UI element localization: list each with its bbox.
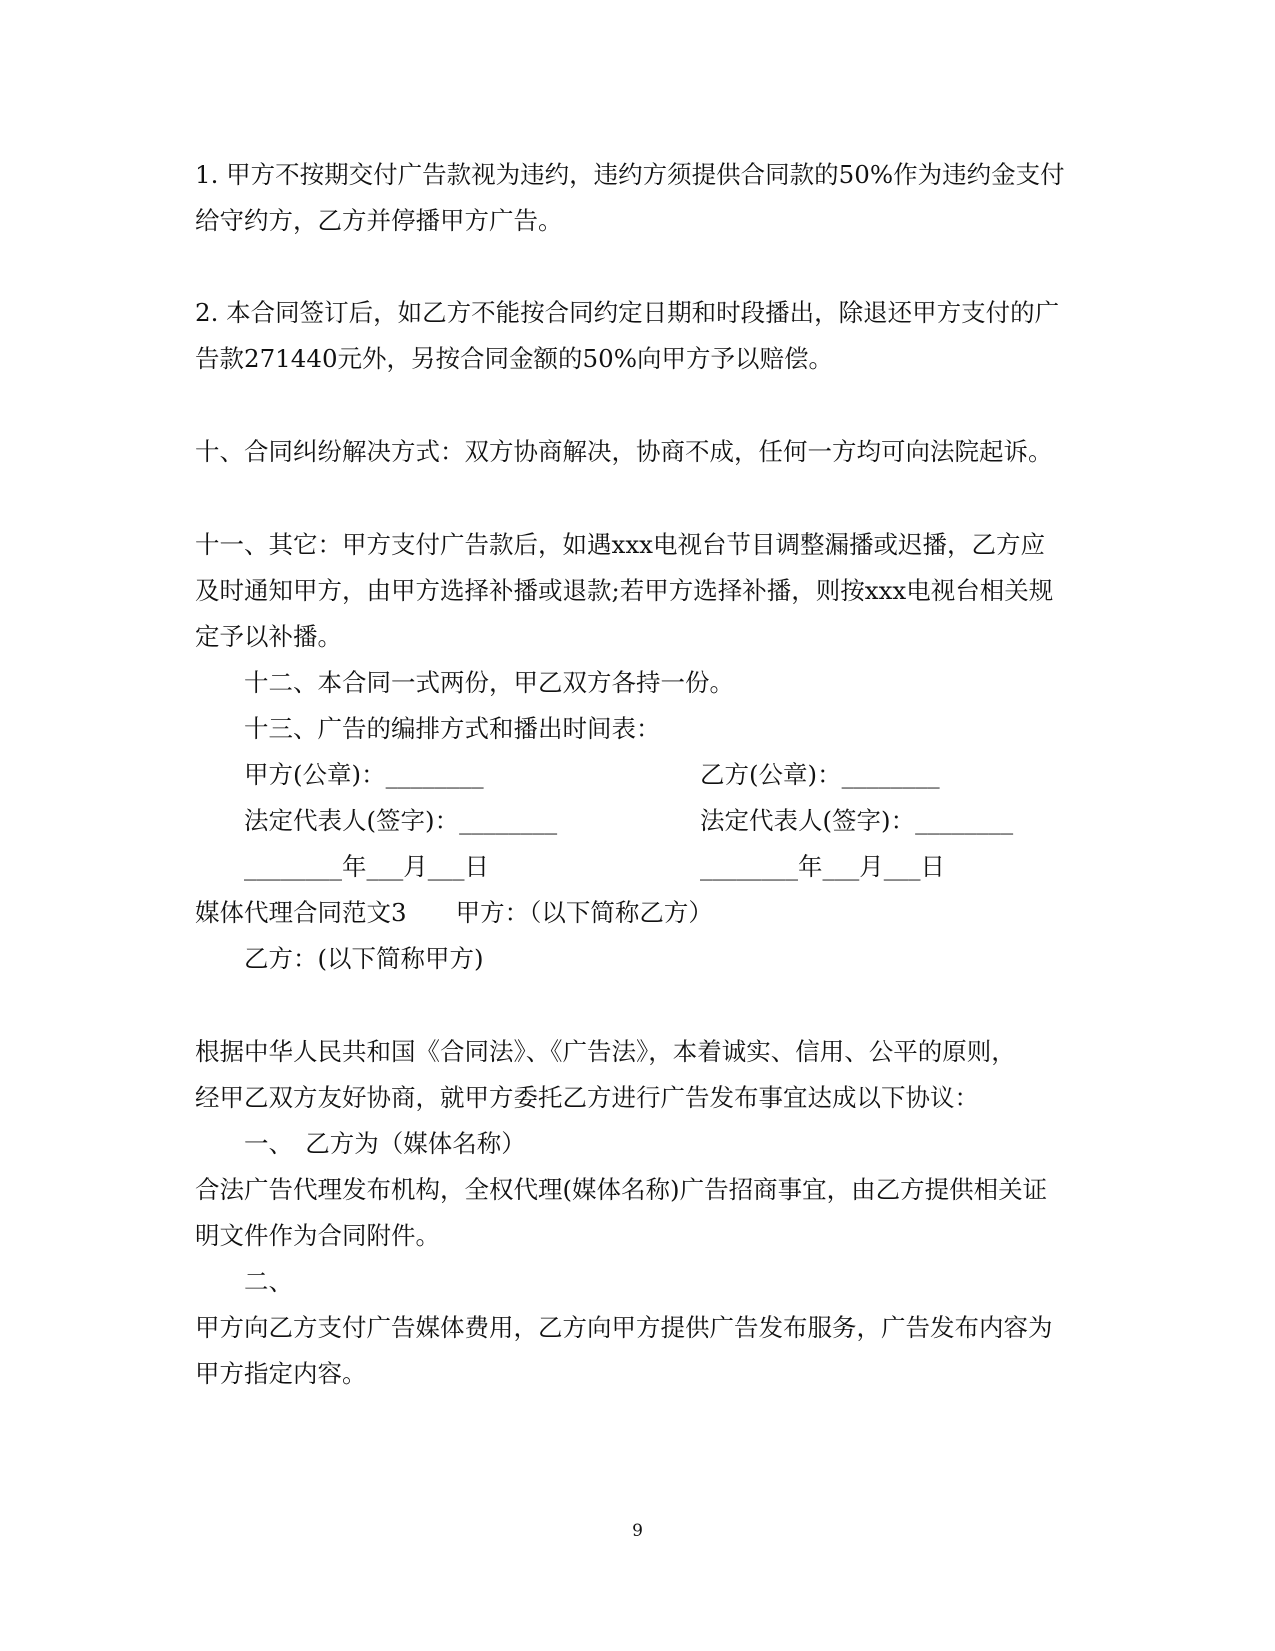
section-11-line-3: 定予以补播。 <box>195 622 342 651</box>
section-10: 十、合同纠纷解决方式：双方协商解决，协商不成，任何一方均可向法院起诉。 <box>195 437 1053 466</box>
party-a-seal: 甲方(公章)：________ <box>244 760 484 789</box>
section-12: 十二、本合同一式两份，甲乙双方各持一份。 <box>244 668 734 697</box>
preamble-line-2: 经甲乙双方友好协商，就甲方委托乙方进行广告发布事宜达成以下协议： <box>195 1083 979 1112</box>
section-11-line-2: 及时通知甲方，由甲方选择补播或退款;若甲方选择补播，则按xxx电视台相关规 <box>195 576 1054 605</box>
article-2-line-1: 甲方向乙方支付广告媒体费用，乙方向甲方提供广告发布服务，广告发布内容为 <box>195 1313 1053 1342</box>
clause-1-line-1: 1. 甲方不按期交付广告款视为违约，违约方须提供合同款的50%作为违约金支付 <box>195 160 1065 189</box>
party-b-seal: 乙方(公章)：________ <box>700 760 940 789</box>
section-11-line-1: 十一、其它：甲方支付广告款后，如遇xxx电视台节目调整漏播或迟播，乙方应 <box>195 530 1045 559</box>
article-2-heading: 二、 <box>244 1267 293 1296</box>
party-b-intro: 乙方：(以下简称甲方) <box>244 944 484 973</box>
section-13: 十三、广告的编排方式和播出时间表： <box>244 714 661 743</box>
party-b-representative: 法定代表人(签字)：________ <box>700 806 1014 835</box>
clause-1-line-2: 给守约方，乙方并停播甲方广告。 <box>195 206 563 235</box>
clause-2-line-2: 告款271440元外，另按合同金额的50%向甲方予以赔偿。 <box>195 344 833 373</box>
article-1-line-2: 明文件作为合同附件。 <box>195 1221 440 1250</box>
page-number: 9 <box>632 1521 643 1541</box>
clause-2-line-1: 2. 本合同签订后，如乙方不能按合同约定日期和时段播出，除退还甲方支付的广 <box>195 298 1060 327</box>
party-a-date: ________年___月___日 <box>244 852 489 881</box>
template-3-heading: 媒体代理合同范文3 甲方：（以下简称乙方） <box>195 898 713 927</box>
preamble-line-1: 根据中华人民共和国《合同法》、《广告法》，本着诚实、信用、公平的原则， <box>195 1037 1016 1066</box>
party-a-representative: 法定代表人(签字)：________ <box>244 806 558 835</box>
article-1-heading: 一、 乙方为（媒体名称） <box>244 1129 526 1158</box>
party-b-date: ________年___月___日 <box>700 852 945 881</box>
article-1-line-1: 合法广告代理发布机构，全权代理(媒体名称)广告招商事宜，由乙方提供相关证 <box>195 1175 1048 1204</box>
article-2-line-2: 甲方指定内容。 <box>195 1359 367 1388</box>
